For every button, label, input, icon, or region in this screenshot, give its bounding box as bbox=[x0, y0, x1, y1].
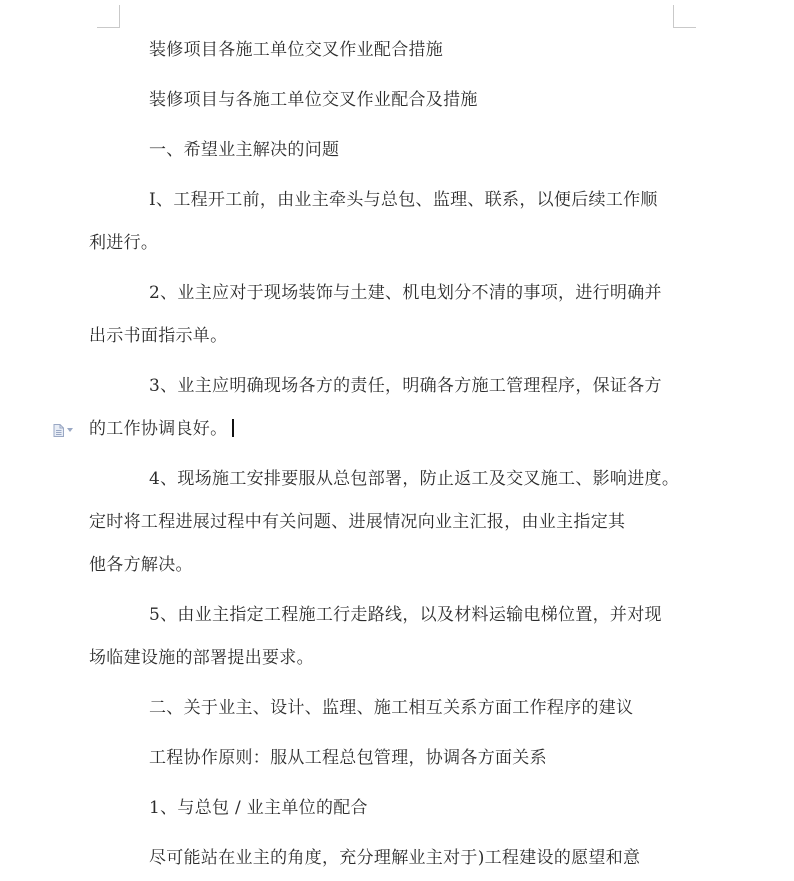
list-item-1: I、工程开工前，由业主牵头与总包、监理、联系，以便后续工作顺 利进行。 bbox=[89, 190, 658, 253]
margin-corner-top-left bbox=[97, 5, 120, 28]
section-heading-2: 二、关于业主、设计、监理、施工相互关系方面工作程序的建议 bbox=[149, 698, 634, 718]
list-item-3: 3、业主应明确现场各方的责任，明确各方施工管理程序，保证各方 的工作协调良好。 bbox=[89, 376, 662, 439]
text-cursor bbox=[232, 419, 234, 437]
section-heading-1: 一、希望业主解决的问题 bbox=[149, 140, 340, 160]
document-icon bbox=[53, 424, 64, 437]
body-paragraph: 尽可能站在业主的角度，充分理解业主对于)工程建设的愿望和意 bbox=[149, 848, 641, 868]
document-title: 装修项目各施工单位交叉作业配合措施 bbox=[149, 40, 444, 60]
list-item-2: 2、业主应对于现场装饰与土建、机电划分不清的事项，进行明确并 出示书面指示单。 bbox=[89, 283, 662, 346]
document-subtitle: 装修项目与各施工单位交叉作业配合及措施 bbox=[149, 90, 478, 110]
list-item-5: 5、由业主指定工程施工行走路线，以及材料运输电梯位置，并对现 场临建设施的部署提出要求。 bbox=[89, 605, 662, 668]
list-item-4: 4、现场施工安排要服从总包部署，防止返工及交叉施工、影响进度。 定时将工程进展过程中有关问题、进展情况向业主汇报，由业主指定其 他各方解决。 bbox=[89, 469, 680, 575]
paragraph-marker-button[interactable] bbox=[53, 422, 73, 438]
chevron-down-icon bbox=[67, 428, 73, 432]
subsection-heading-1: 1、与总包 / 业主单位的配合 bbox=[149, 798, 368, 818]
document-body[interactable] bbox=[89, 29, 680, 881]
margin-corner-top-right bbox=[673, 5, 696, 28]
principle-paragraph: 工程协作原则：服从工程总包管理，协调各方面关系 bbox=[149, 748, 547, 768]
